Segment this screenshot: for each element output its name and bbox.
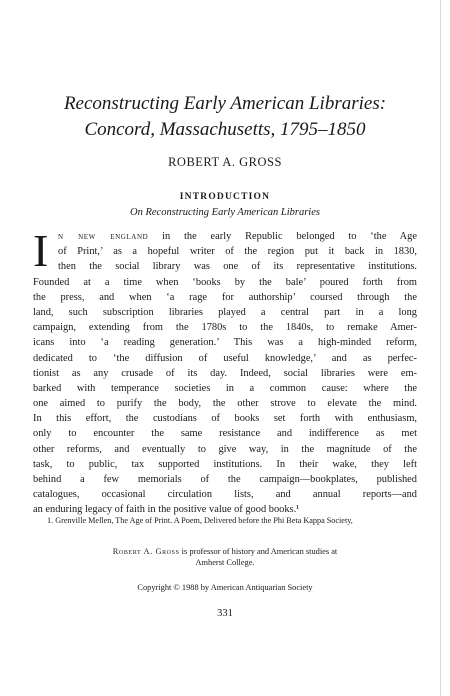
body-line-7: campaign, extending from the 1780s to the 1840s, to remake Amer- (33, 322, 417, 334)
body-line-2: of Print,’ as a hopeful writer of the region put it back in 1830, (58, 246, 417, 258)
body-line-10: tionist as any crusade of its day. Indeed, social libraries were em- (33, 367, 417, 379)
body-line-9: dedicated to ‘the diffusion of useful knowledge,’ and as perfec- (33, 352, 417, 364)
body-line-11: barked with temperance societies in a common cause: where the (33, 382, 417, 394)
body-line-3: then the social library was one of its representative institutions. (58, 261, 417, 273)
body-line-18: catalogues, occasional circulation lists, and annual reports—and (33, 489, 417, 501)
body-line-6: land, such subscription libraries played a central part in a long (33, 306, 417, 318)
article-title-line-2: Concord, Massachusetts, 1795–1850 (84, 119, 366, 140)
body-line-12: one aimed to purify the body, the other strove to elevate the mind. (33, 398, 417, 410)
body-line-16: task, to public, tax supported institutions. In their wake, they left (33, 458, 417, 470)
author-bio (33, 546, 417, 568)
body-paragraph (33, 225, 417, 518)
author-bio-line-1-rest: is professor of history and American studies at (179, 547, 338, 556)
footnote: 1. Grenville Mellen, The Age of Print. A Poem, Delivered before the Phi Beta Kappa Society, (47, 516, 353, 525)
body-line-14: only to encounter the same resistance and indifference as met (33, 428, 417, 440)
body-line-13: In this effort, the custodians of books set forth with enthusiasm, (33, 413, 417, 425)
body-line-5: the press, and when ‘a rage for authorship’ coursed through the (33, 291, 417, 303)
author-bio-line-1 (33, 546, 417, 557)
body-line-1-text: in the early Republic belonged to ‘the Age (148, 231, 417, 242)
drop-cap: I (33, 225, 49, 276)
section-subheading: On Reconstructing Early American Libraries (130, 207, 320, 218)
copyright-notice: Copyright © 1988 by American Antiquarian Society (137, 583, 313, 592)
page-edge-divider (440, 0, 441, 696)
body-line-17: behind a few memorials of the campaign—bookplates, published (33, 474, 417, 485)
opening-smallcaps: n new england (58, 231, 149, 242)
section-heading: INTRODUCTION (179, 192, 271, 202)
article-title-line-1: Reconstructing Early American Libraries: (63, 93, 387, 114)
body-line-8: icans into ‘a reading generation.’ This was a high-minded reform, (33, 337, 417, 349)
body-line-15: other reforms, and eventually to give way, in the magnitude of the (33, 443, 417, 455)
body-line-4: Founded at a time when ‘books by the bale’ poured forth from (33, 276, 417, 288)
author-bio-name: Robert A. Gross (112, 547, 180, 556)
article-author: ROBERT A. GROSS (168, 155, 282, 169)
page-number: 331 (217, 608, 233, 619)
body-line-19: an enduring legacy of faith in the positive value of good books.¹ (33, 504, 300, 516)
author-bio-line-2: Amherst College. (195, 558, 255, 567)
body-line-1 (33, 229, 417, 244)
